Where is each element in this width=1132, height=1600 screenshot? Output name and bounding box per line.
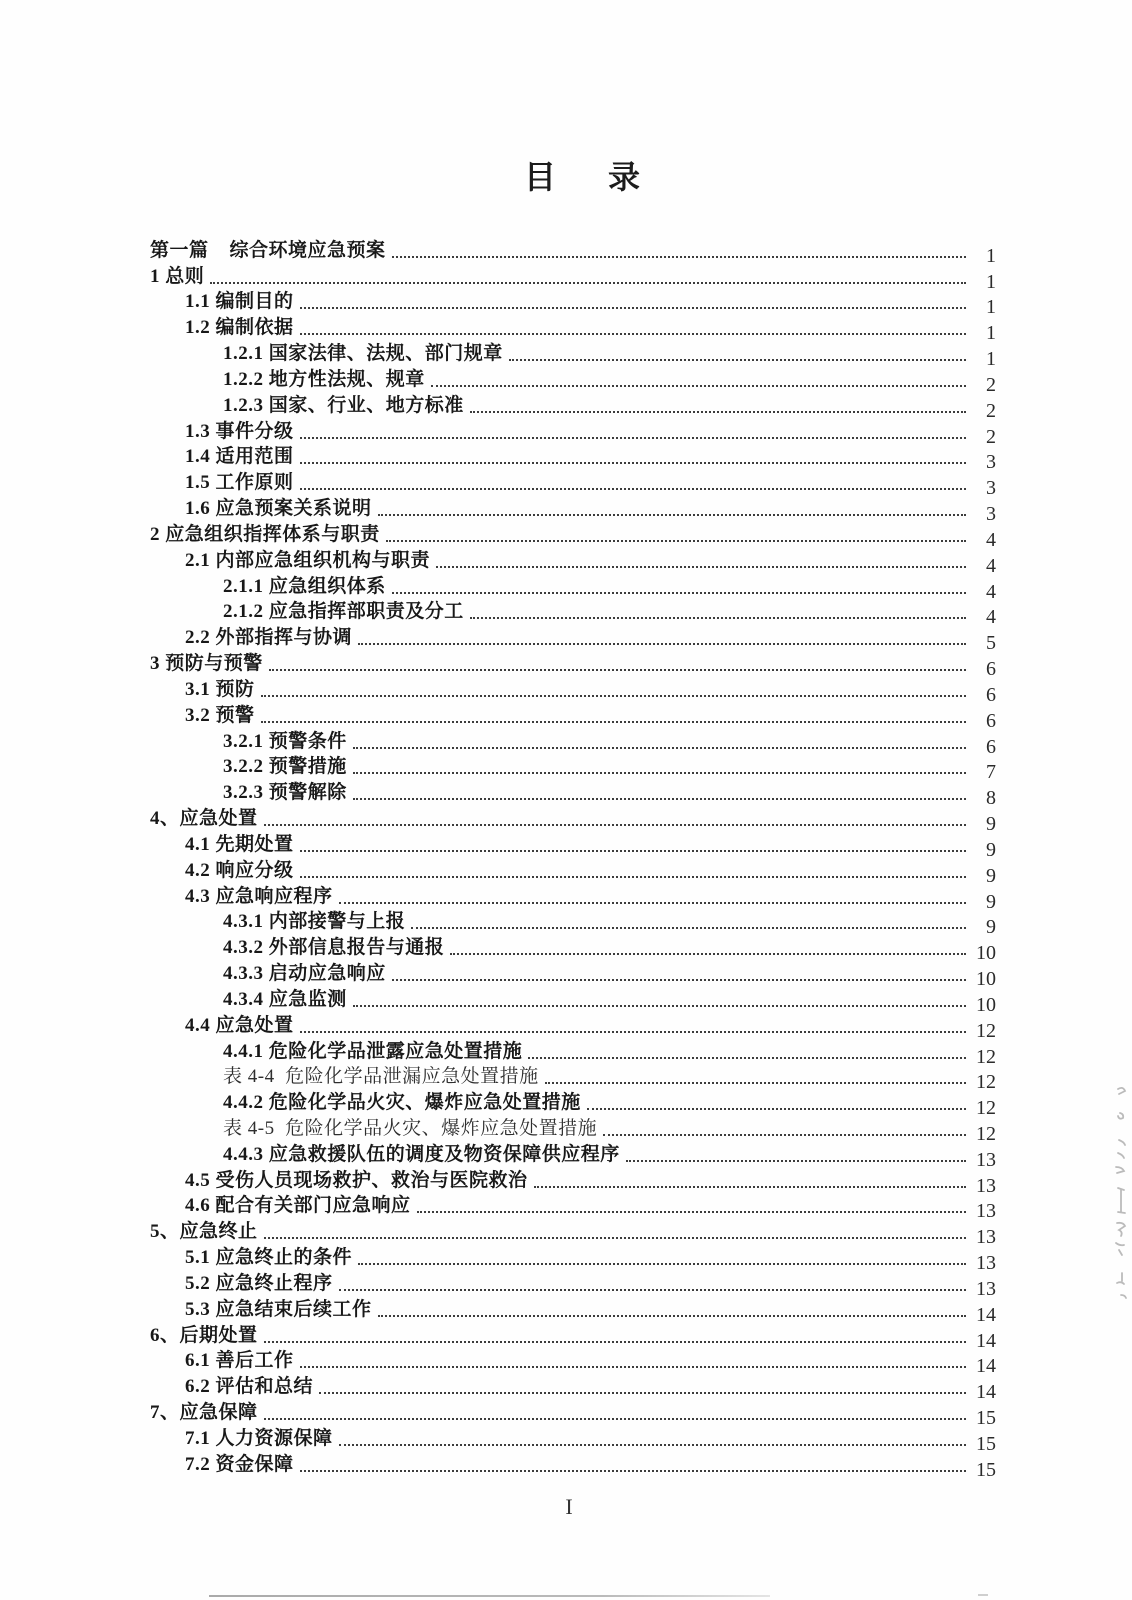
dot-leader xyxy=(264,1418,966,1420)
toc-entry-page: 2 xyxy=(986,425,996,448)
toc-entry-page: 12 xyxy=(976,1122,996,1145)
toc-entry-page: 1 xyxy=(986,348,996,371)
toc-row xyxy=(150,830,996,861)
toc-entry-label: 4.5 受伤人员现场救护、救治与医院救治 xyxy=(185,1169,528,1191)
dot-leader xyxy=(603,1134,966,1136)
toc-entry-label: 2.1.2 应急指挥部职责及分工 xyxy=(223,601,464,623)
toc-entry-label: 2.2 外部指挥与协调 xyxy=(185,627,353,649)
dot-leader xyxy=(339,902,966,904)
toc-entry-page: 14 xyxy=(976,1381,996,1404)
toc-entry-page: 10 xyxy=(976,993,996,1016)
toc-row xyxy=(150,804,996,836)
scan-artifact-line xyxy=(209,1595,770,1597)
toc-entry-page: 6 xyxy=(986,683,996,706)
toc-entry-page: 1 xyxy=(986,322,996,345)
dot-leader xyxy=(300,1366,966,1368)
toc-entry-label: 2.1 内部应急组织机构与职责 xyxy=(185,549,431,571)
scan-artifact-tick xyxy=(978,1594,988,1596)
dot-leader xyxy=(417,1211,966,1213)
toc-entry-label: 第一篇 综合环境应急预案 xyxy=(150,239,386,261)
toc-entry-page: 1 xyxy=(986,244,996,267)
toc-row xyxy=(150,1347,996,1378)
toc-entry-page: 9 xyxy=(986,864,996,887)
toc-row xyxy=(150,1037,996,1068)
toc-entry-page: 9 xyxy=(986,813,996,836)
toc-entry-label: 6.1 善后工作 xyxy=(185,1350,294,1372)
dot-leader xyxy=(378,514,966,516)
dot-leader xyxy=(470,411,966,413)
dot-leader xyxy=(509,359,966,361)
toc-entry-page: 13 xyxy=(976,1148,996,1171)
dot-leader xyxy=(261,721,966,723)
toc-entry-page: 12 xyxy=(976,1071,996,1094)
toc-row xyxy=(150,985,996,1016)
toc-row xyxy=(150,417,996,448)
dot-leader xyxy=(353,1005,966,1007)
dot-leader xyxy=(300,333,966,335)
toc-entry-page: 1 xyxy=(986,270,996,293)
dot-leader xyxy=(353,772,966,774)
toc-row xyxy=(150,1166,996,1197)
toc-entry-label: 3.2.1 预警条件 xyxy=(223,730,347,752)
toc-row xyxy=(150,520,996,551)
toc-entry-label: 4.3.3 启动应急响应 xyxy=(223,963,386,985)
toc-row xyxy=(150,288,996,319)
dot-leader xyxy=(319,1392,966,1394)
toc-row xyxy=(150,391,996,422)
toc-entry-label: 2 应急组织指挥体系与职责 xyxy=(150,523,380,545)
dot-leader xyxy=(436,566,966,568)
toc-row xyxy=(150,1114,996,1145)
toc-entry-label: 1.2 编制依据 xyxy=(185,317,294,339)
toc-entry-page: 2 xyxy=(986,399,996,422)
toc-row xyxy=(150,1398,996,1430)
dot-leader xyxy=(264,1341,966,1343)
toc-entry-page: 9 xyxy=(986,838,996,861)
toc-row xyxy=(150,1450,996,1481)
toc-row xyxy=(150,649,996,681)
toc-entry-page: 13 xyxy=(976,1252,996,1275)
toc-entry-page: 6 xyxy=(986,709,996,732)
toc-row xyxy=(150,701,996,732)
toc-row xyxy=(150,1372,996,1404)
dot-leader xyxy=(528,1057,966,1059)
toc-entry-label: 5.1 应急终止的条件 xyxy=(185,1247,353,1269)
dot-leader xyxy=(210,282,966,284)
dot-leader xyxy=(470,617,966,619)
toc-entry-label: 4.3 应急响应程序 xyxy=(185,885,333,907)
toc-row xyxy=(150,313,996,345)
toc-row xyxy=(150,572,996,603)
dot-leader xyxy=(411,927,966,929)
dot-leader xyxy=(300,1031,966,1033)
table-of-contents xyxy=(150,236,996,1481)
toc-entry-page: 9 xyxy=(986,890,996,913)
toc-entry-label: 2.1.1 应急组织体系 xyxy=(223,575,386,597)
toc-entry-label: 4.4 应急处置 xyxy=(185,1014,294,1036)
toc-row xyxy=(150,727,996,758)
toc-entry-page: 13 xyxy=(976,1200,996,1223)
toc-entry-page: 14 xyxy=(976,1329,996,1352)
toc-entry-page: 15 xyxy=(976,1432,996,1455)
toc-entry-label: 5.3 应急结束后续工作 xyxy=(185,1298,372,1320)
dot-leader xyxy=(392,592,966,594)
toc-entry-label: 1.6 应急预案关系说明 xyxy=(185,498,372,520)
dot-leader xyxy=(300,437,966,439)
dot-leader xyxy=(626,1160,966,1162)
toc-entry-page: 8 xyxy=(986,787,996,810)
toc-entry-label: 6、后期处置 xyxy=(150,1324,258,1346)
toc-entry-page: 4 xyxy=(986,606,996,629)
dot-leader xyxy=(358,643,966,645)
toc-entry-label: 7.2 资金保障 xyxy=(185,1453,294,1475)
toc-row xyxy=(150,882,996,913)
dot-leader xyxy=(261,695,966,697)
toc-entry-page: 4 xyxy=(986,528,996,551)
toc-entry-label: 4.3.1 内部接警与上报 xyxy=(223,911,406,933)
toc-row xyxy=(150,753,996,784)
dot-leader xyxy=(545,1082,966,1084)
dot-leader xyxy=(587,1108,966,1110)
toc-entry-label: 3.2 预警 xyxy=(185,704,255,726)
toc-entry-page: 1 xyxy=(986,296,996,319)
toc-entry-label: 3 预防与预警 xyxy=(150,653,263,675)
toc-row xyxy=(150,675,996,706)
toc-row xyxy=(150,1063,996,1094)
dot-leader xyxy=(264,1237,966,1239)
toc-entry-label: 1.3 事件分级 xyxy=(185,420,294,442)
toc-row xyxy=(150,468,996,500)
dot-leader xyxy=(300,876,966,878)
toc-entry-label: 1.2.3 国家、行业、地方标准 xyxy=(223,394,464,416)
dot-leader xyxy=(353,747,966,749)
toc-entry-label: 1.2.2 地方性法规、规章 xyxy=(223,368,425,390)
dot-leader xyxy=(300,462,966,464)
toc-row xyxy=(150,933,996,965)
toc-entry-label: 5.2 应急终止程序 xyxy=(185,1272,333,1294)
dot-leader xyxy=(378,1315,966,1317)
toc-row xyxy=(150,778,996,810)
toc-row xyxy=(150,262,996,293)
toc-row xyxy=(150,339,996,371)
dot-leader xyxy=(300,1470,966,1472)
dot-leader xyxy=(534,1186,966,1188)
dot-leader xyxy=(339,1289,966,1291)
toc-row xyxy=(150,908,996,939)
toc-row xyxy=(150,236,996,267)
page-title-char-2: 录 xyxy=(608,159,641,195)
dot-leader xyxy=(339,1444,966,1446)
toc-row xyxy=(150,494,996,526)
toc-entry-page: 13 xyxy=(976,1174,996,1197)
toc-entry-label: 3.2.2 预警措施 xyxy=(223,756,347,778)
toc-entry-label: 7.1 人力资源保障 xyxy=(185,1427,333,1449)
toc-entry-page: 13 xyxy=(976,1277,996,1300)
toc-entry-label: 5、应急终止 xyxy=(150,1221,258,1243)
toc-entry-page: 14 xyxy=(976,1355,996,1378)
toc-entry-page: 3 xyxy=(986,477,996,500)
toc-entry-label: 1.2.1 国家法律、法规、部门规章 xyxy=(223,343,503,365)
toc-row xyxy=(150,1424,996,1455)
toc-row xyxy=(150,598,996,629)
dot-leader xyxy=(300,307,966,309)
toc-row xyxy=(150,1192,996,1223)
toc-entry-label: 1 总则 xyxy=(150,265,205,287)
dot-leader xyxy=(358,1263,966,1265)
dot-leader xyxy=(264,824,966,826)
toc-row xyxy=(150,443,996,474)
toc-entry-page: 13 xyxy=(976,1226,996,1249)
toc-row xyxy=(150,1321,996,1352)
toc-entry-page: 15 xyxy=(976,1407,996,1430)
footer-page-number: I xyxy=(565,1494,573,1519)
dot-leader xyxy=(392,979,966,981)
toc-entry-page: 10 xyxy=(976,942,996,965)
dot-leader xyxy=(450,953,966,955)
toc-row xyxy=(150,1269,996,1300)
toc-row xyxy=(150,1088,996,1120)
toc-entry-label: 表 4-4 危险化学品泄漏应急处置措施 xyxy=(223,1066,539,1088)
dot-leader xyxy=(269,669,966,671)
toc-entry-label: 4.4.2 危险化学品火灾、爆炸应急处置措施 xyxy=(223,1092,581,1114)
page-title-char-1: 目 xyxy=(523,159,556,195)
toc-entry-page: 12 xyxy=(976,1097,996,1120)
toc-entry-page: 6 xyxy=(986,735,996,758)
toc-entry-page: 6 xyxy=(986,658,996,681)
toc-entry-page: 12 xyxy=(976,1045,996,1068)
page-title xyxy=(16,158,1132,196)
toc-entry-label: 6.2 评估和总结 xyxy=(185,1376,314,1398)
toc-row xyxy=(150,1217,996,1249)
toc-row xyxy=(150,546,996,577)
dot-leader xyxy=(431,385,966,387)
toc-entry-label: 4.2 响应分级 xyxy=(185,859,294,881)
toc-row xyxy=(150,856,996,887)
toc-entry-label: 1.5 工作原则 xyxy=(185,472,294,494)
dot-leader xyxy=(353,798,966,800)
toc-entry-label: 7、应急保障 xyxy=(150,1402,258,1424)
toc-entry-page: 15 xyxy=(976,1458,996,1481)
toc-entry-label: 表 4-5 危险化学品火灾、爆炸应急处置措施 xyxy=(223,1117,598,1139)
dot-leader xyxy=(300,488,966,490)
toc-entry-page: 2 xyxy=(986,373,996,396)
toc-entry-label: 1.1 编制目的 xyxy=(185,291,294,313)
toc-entry-label: 1.4 适用范围 xyxy=(185,446,294,468)
dot-leader xyxy=(392,256,966,258)
handwriting-marks xyxy=(1098,1085,1130,1300)
toc-entry-page: 3 xyxy=(986,451,996,474)
toc-row xyxy=(150,365,996,396)
toc-entry-label: 4.3.4 应急监测 xyxy=(223,988,347,1010)
toc-row xyxy=(150,1140,996,1171)
toc-entry-label: 3.2.3 预警解除 xyxy=(223,782,347,804)
toc-entry-label: 4.1 先期处置 xyxy=(185,833,294,855)
toc-entry-page: 4 xyxy=(986,554,996,577)
toc-row xyxy=(150,623,996,655)
toc-entry-page: 9 xyxy=(986,916,996,939)
toc-entry-page: 12 xyxy=(976,1019,996,1042)
dot-leader xyxy=(300,850,966,852)
dot-leader xyxy=(386,540,966,542)
toc-entry-page: 7 xyxy=(986,761,996,784)
toc-entry-label: 4.6 配合有关部门应急响应 xyxy=(185,1195,411,1217)
toc-entry-label: 4、应急处置 xyxy=(150,808,258,830)
toc-entry-label: 3.1 预防 xyxy=(185,678,255,700)
toc-row xyxy=(150,1011,996,1042)
toc-entry-page: 5 xyxy=(986,632,996,655)
toc-entry-label: 4.4.3 应急救援队伍的调度及物资保障供应程序 xyxy=(223,1143,620,1165)
toc-row xyxy=(150,959,996,991)
toc-entry-page: 4 xyxy=(986,580,996,603)
toc-entry-label: 4.3.2 外部信息报告与通报 xyxy=(223,937,445,959)
toc-entry-label: 4.4.1 危险化学品泄露应急处置措施 xyxy=(223,1040,523,1062)
toc-entry-page: 3 xyxy=(986,503,996,526)
toc-row xyxy=(150,1295,996,1326)
toc-row xyxy=(150,1243,996,1275)
toc-entry-page: 10 xyxy=(976,968,996,991)
toc-entry-page: 14 xyxy=(976,1303,996,1326)
